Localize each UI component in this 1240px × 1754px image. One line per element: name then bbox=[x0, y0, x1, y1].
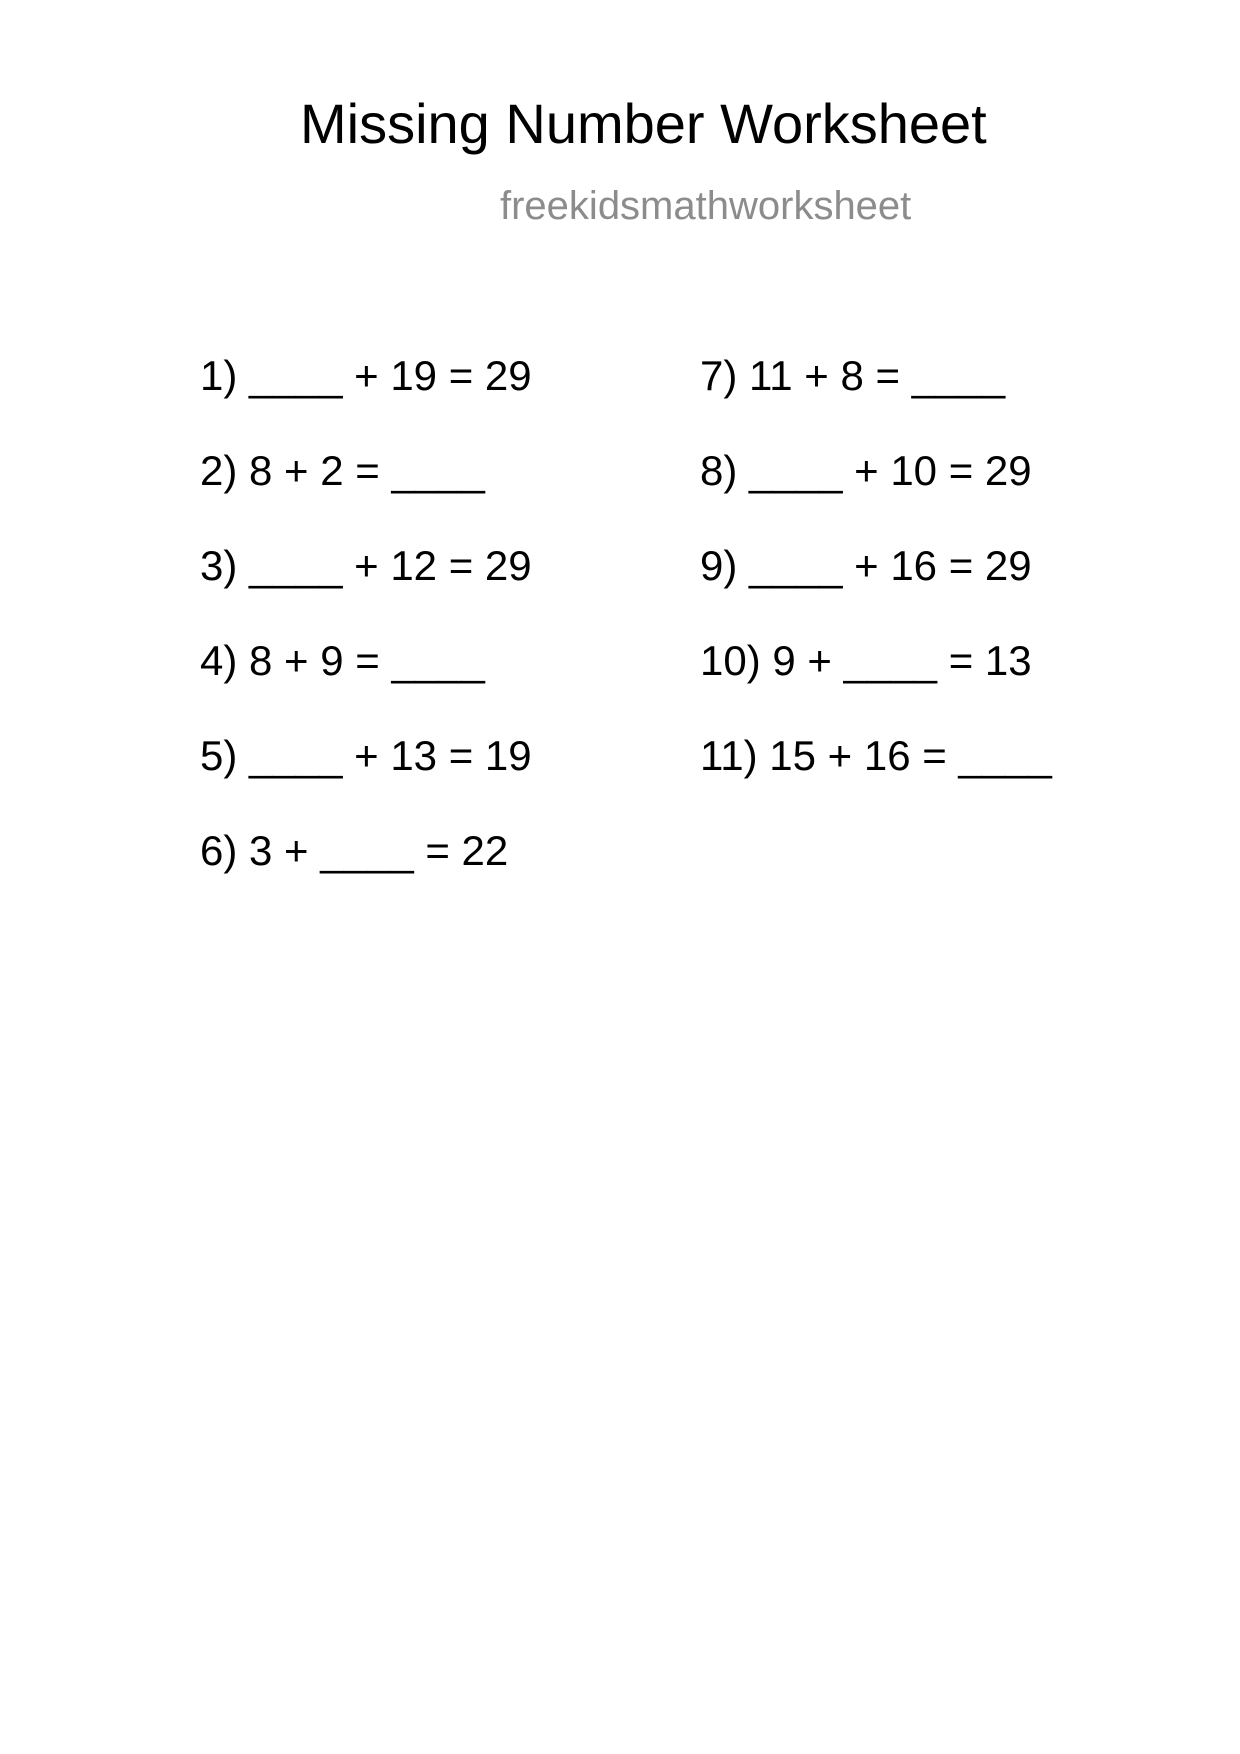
problem-column-left bbox=[200, 352, 532, 925]
problem-11: 11) 15 + 16 = ____ bbox=[700, 732, 1052, 779]
page-subtitle: freekidsmathworksheet bbox=[500, 184, 912, 228]
problem-6: 6) 3 + ____ = 22 bbox=[200, 827, 509, 874]
page-title: Missing Number Worksheet bbox=[300, 92, 987, 155]
problem-column-right bbox=[700, 352, 1052, 830]
problem-grid bbox=[200, 352, 1100, 875]
problem-1: 1) ____ + 19 = 29 bbox=[200, 352, 532, 399]
problem-4: 4) 8 + 9 = ____ bbox=[200, 637, 485, 684]
problem-9: 9) ____ + 16 = 29 bbox=[700, 542, 1032, 589]
problem-8: 8) ____ + 10 = 29 bbox=[700, 447, 1032, 494]
problem-10: 10) 9 + ____ = 13 bbox=[700, 637, 1032, 684]
problem-2: 2) 8 + 2 = ____ bbox=[200, 447, 485, 494]
problem-5: 5) ____ + 13 = 19 bbox=[200, 732, 532, 779]
problem-7: 7) 11 + 8 = ____ bbox=[700, 352, 1006, 399]
problem-3: 3) ____ + 12 = 29 bbox=[200, 542, 532, 589]
